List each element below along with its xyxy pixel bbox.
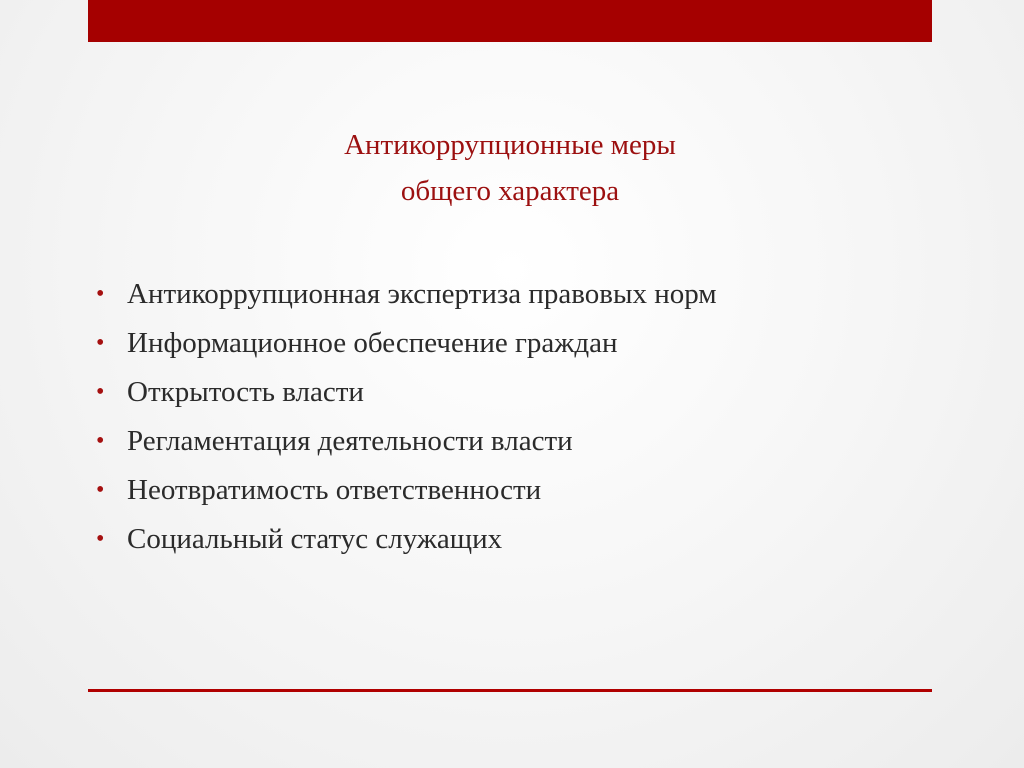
slide-title-line-2: общего характера	[400, 175, 620, 207]
list-item-label: Открытость власти	[127, 376, 364, 408]
bullet-icon: •	[96, 330, 105, 356]
slide-title	[88, 122, 932, 214]
list-item	[96, 323, 916, 372]
list-item-label: Социальный статус служащих	[127, 523, 503, 555]
slide-title-line-1: Антикоррупционные меры	[344, 129, 676, 161]
bullet-icon: •	[96, 428, 105, 454]
measures-list	[96, 274, 916, 568]
bullet-icon: •	[96, 379, 105, 405]
bullet-icon: •	[96, 477, 105, 503]
bullet-icon: •	[96, 281, 105, 307]
list-item-label: Регламентация деятельности власти	[127, 425, 573, 457]
list-item	[96, 519, 916, 568]
bullet-icon: •	[96, 526, 105, 552]
list-item-label: Информационное обеспечение граждан	[127, 327, 618, 359]
list-item	[96, 372, 916, 421]
list-item	[96, 274, 916, 323]
list-item-label: Антикоррупционная экспертиза правовых норм	[127, 278, 717, 310]
list-item-label: Неотвратимость ответственности	[127, 474, 542, 506]
top-accent-bar	[88, 0, 932, 42]
list-item	[96, 470, 916, 519]
bottom-divider-line	[88, 689, 932, 692]
list-item	[96, 421, 916, 470]
